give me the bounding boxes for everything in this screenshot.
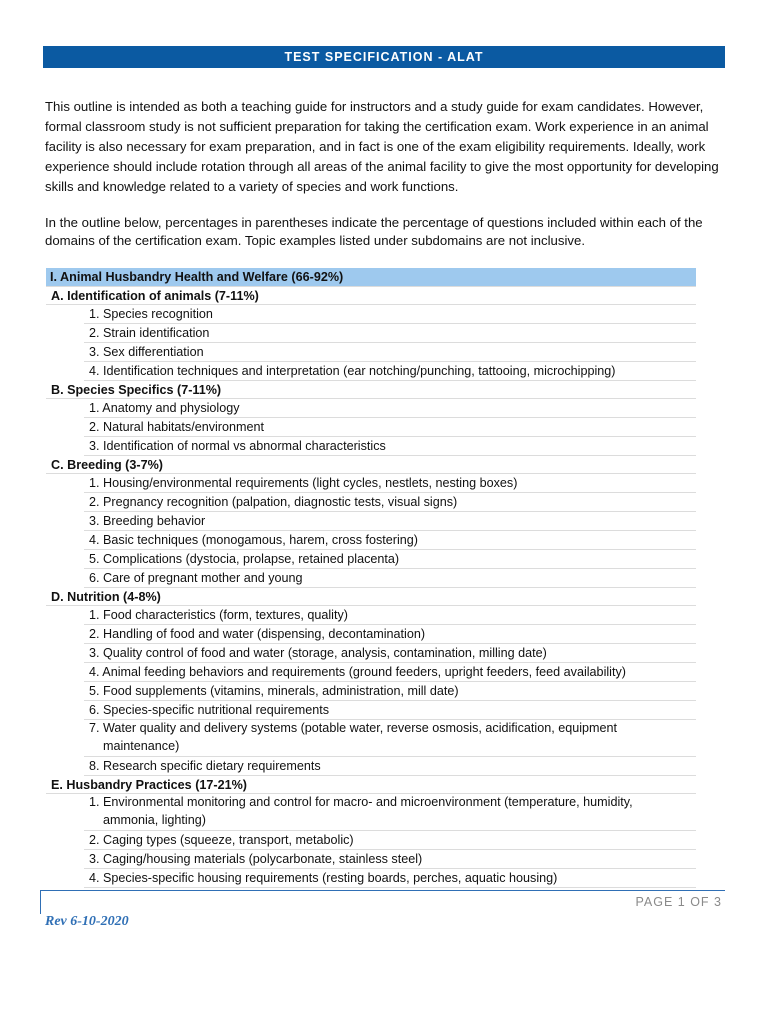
outline-item: 1. Anatomy and physiology bbox=[84, 399, 696, 418]
outline-item-continuation: maintenance) bbox=[103, 738, 180, 753]
outline-item: 5. Complications (dystocia, prolapse, retained placenta) bbox=[84, 550, 696, 569]
subdomain-heading: B. Species Specifics (7-11%) bbox=[46, 381, 696, 399]
page-number: PAGE 1 OF 3 bbox=[635, 895, 722, 909]
outline-item bbox=[84, 794, 696, 831]
outline-item: 2. Pregnancy recognition (palpation, diagnostic tests, visual signs) bbox=[84, 493, 696, 512]
outline-item: 3. Caging/housing materials (polycarbonate, stainless steel) bbox=[84, 850, 696, 869]
subdomain-heading: E. Husbandry Practices (17-21%) bbox=[46, 776, 696, 794]
outline-item: 6. Care of pregnant mother and young bbox=[84, 569, 696, 588]
outline-item: 1. Housing/environmental requirements (light cycles, nestlets, nesting boxes) bbox=[84, 474, 696, 493]
subdomain-heading: D. Nutrition (4-8%) bbox=[46, 588, 696, 606]
intro-paragraph-1: This outline is intended as both a teaching guide for instructors and a study guide for exam candidates. However, formal classroom study is not sufficient preparation for taking the certification exam. Work experience in an animal facility is also necessary for exam preparation, and in fact is one of the exam eligibility requirements. Ideally, work experience should include rotation through all areas of the animal facility to give the most opportunity for developing skills and knowledge related to a variety of species and work functions. bbox=[45, 99, 719, 194]
outline-item: 5. Food supplements (vitamins, minerals, administration, mill date) bbox=[84, 682, 696, 701]
outline-item: 1. Species recognition bbox=[84, 305, 696, 324]
outline-item: 2. Strain identification bbox=[84, 324, 696, 343]
outline-table bbox=[46, 268, 696, 888]
outline-item: 2. Handling of food and water (dispensing, decontamination) bbox=[84, 625, 696, 644]
outline-item: 4. Animal feeding behaviors and requirements (ground feeders, upright feeders, feed availability) bbox=[84, 663, 696, 682]
revision-label: Rev 6-10-2020 bbox=[45, 914, 129, 929]
footer-divider-tick bbox=[40, 890, 41, 914]
outline-item: 3. Quality control of food and water (storage, analysis, contamination, milling date) bbox=[84, 644, 696, 663]
outline-item: 1. Food characteristics (form, textures, quality) bbox=[84, 606, 696, 625]
outline-item: 8. Research specific dietary requirements bbox=[84, 757, 696, 776]
outline-item: 3. Identification of normal vs abnormal characteristics bbox=[84, 437, 696, 456]
outline-item: 4. Species-specific housing requirements (resting boards, perches, aquatic housing) bbox=[84, 869, 696, 888]
outline-item-continuation: ammonia, lighting) bbox=[103, 812, 206, 827]
document-title-bar bbox=[43, 46, 725, 68]
intro-paragraph-2: In the outline below, percentages in parentheses indicate the percentage of questions included within each of the domains of the certification exam. Topic examples listed under subdomains are not inclusive. bbox=[45, 215, 703, 248]
outline-item: 4. Identification techniques and interpretation (ear notching/punching, tattooing, microchipping) bbox=[84, 362, 696, 381]
outline-item: 3. Breeding behavior bbox=[84, 512, 696, 531]
outline-item-text: 7. Water quality and delivery systems (potable water, reverse osmosis, acidification, equipment bbox=[89, 721, 618, 735]
subdomain-heading: A. Identification of animals (7-11%) bbox=[46, 287, 696, 305]
outline-item: 2. Natural habitats/environment bbox=[84, 418, 696, 437]
outline-item-text: 1. Environmental monitoring and control for macro- and microenvironment (temperature, humidity, bbox=[89, 795, 633, 809]
outline-item: 2. Caging types (squeeze, transport, metabolic) bbox=[84, 831, 696, 850]
outline-item: 4. Basic techniques (monogamous, harem, cross fostering) bbox=[84, 531, 696, 550]
document-title: TEST SPECIFICATION - ALAT bbox=[284, 50, 484, 64]
subdomain-heading: C. Breeding (3-7%) bbox=[46, 456, 696, 474]
outline-item bbox=[84, 720, 696, 757]
footer-divider bbox=[41, 890, 725, 891]
domain-heading: I. Animal Husbandry Health and Welfare (66-92%) bbox=[46, 268, 696, 287]
outline-item: 3. Sex differentiation bbox=[84, 343, 696, 362]
outline-item: 6. Species-specific nutritional requirements bbox=[84, 701, 696, 720]
